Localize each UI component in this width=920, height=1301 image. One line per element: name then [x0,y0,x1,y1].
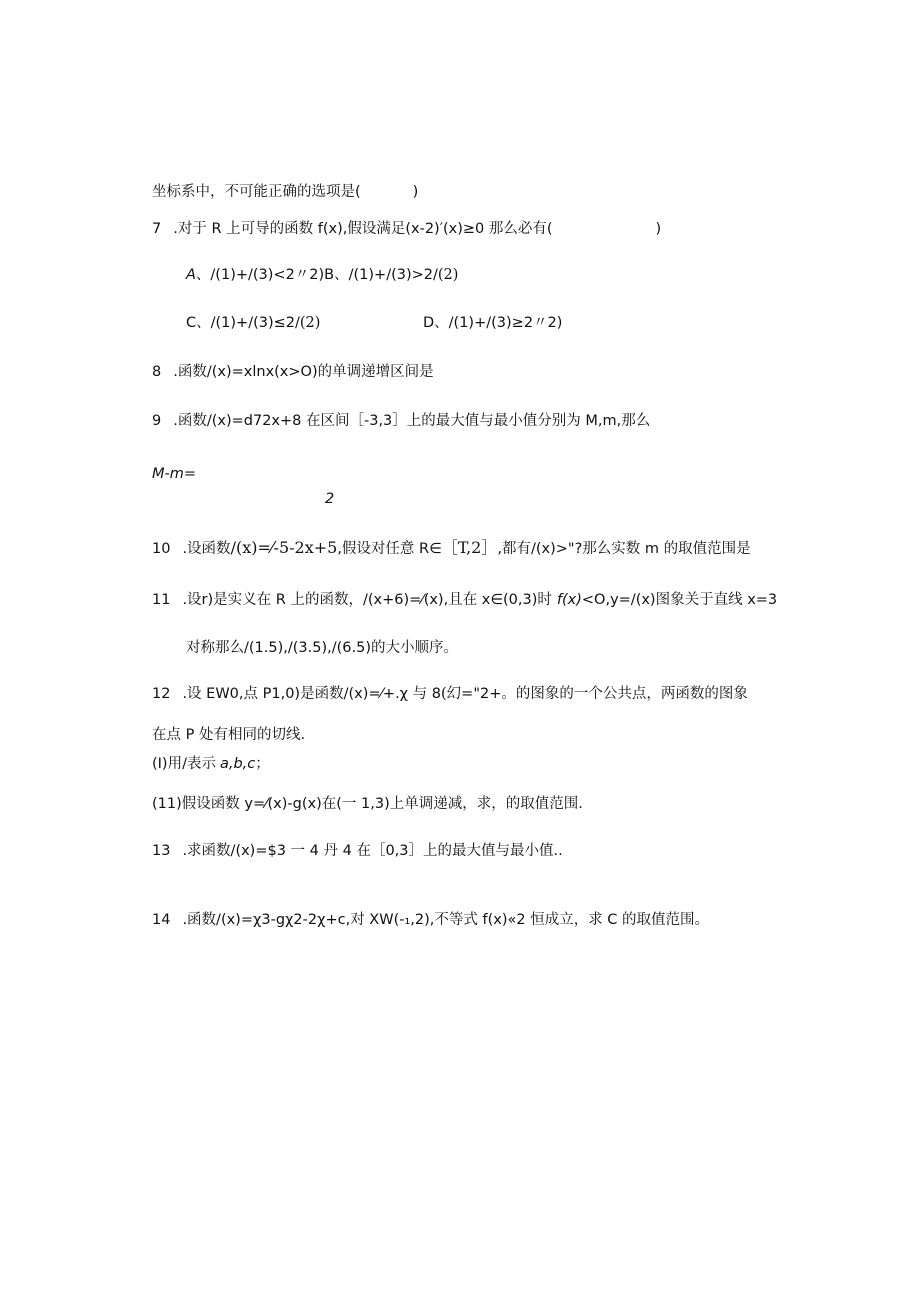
part-text: (I)用/表示 [152,756,216,772]
option-text: C、/(1)+/(3)≤2/ [186,315,300,331]
question-12-part-2 [152,794,583,814]
intro-text: 坐标系中，不可能正确的选项是( [152,184,361,200]
question-10 [152,538,751,559]
question-8 [152,362,434,382]
intro-close-paren: ) [412,184,419,200]
question-9-stray-number [325,489,334,509]
question-7 [152,219,661,239]
question-number: 11 [152,592,171,608]
part-text: (11)假设函数 y=⁄(x)-g(x)在(一 1,3)上单调递减，求，的取值范围. [152,796,583,812]
function-g: (幻= [441,686,474,702]
question-text: .设函数 [182,541,231,557]
question-12-continued [152,725,305,745]
option-text: 、/(1)+/(3)<2〃2)B、/(1)+/(3)>2/ [195,267,438,283]
intro-line [152,182,418,202]
question-text-2: <O,y=/(x)图象关于直线 x=3 [581,592,778,608]
question-11 [152,590,777,610]
question-text: .设r)是实义在 R 上的函数，/(x+6)=⁄(x),且在 x∈(0,3)时 [182,592,552,608]
option-label-a: A [186,267,196,283]
question-text: .对于 R 上可导的函数 f(x),假设满足(x-2)′(x)≥0 那么必有( [173,221,553,237]
question-text: .函数/(x)=d72x+8 在区间［-3,3］上的最大值与最小值分别为 M,m,那么 [173,413,651,429]
question-number: 10 [152,541,171,557]
stray-number-text: 2 [325,491,335,507]
question-12-part-1 [152,754,270,774]
question-number: 12 [152,686,171,702]
question-text: .函数/(x)=xlnx(x>O)的单调递增区间是 [173,364,434,380]
question-text: 对称那么/(1.5),/(3.5),/(6.5)的大小顺序。 [186,640,458,656]
question-text: .求函数/(x)=$3 一 4 丹 4 在［0,3］上的最大值与最小值.. [182,843,563,859]
question-text: 在点 P 处有相同的切线. [152,727,306,743]
question-number: 8 [152,364,162,380]
question-number: 14 [152,912,171,928]
question-text-2: "2+。的图象的一个公共点，两函数的图象 [473,686,748,702]
function-fx: f(x) [556,592,582,608]
question-9 [152,411,650,431]
question-number: 7 [152,221,162,237]
part-abc: a,b,c [219,756,256,772]
question-text-2: ,假设对任意 R∈ [337,541,442,557]
question-7-option-d [423,313,562,333]
question-text-3: ,都有/(x)>"?那么实数 m 的取值范围是 [497,541,751,557]
part-tail: ； [255,756,270,772]
function-expression: /(x)=⁄-5-2x+5 [230,538,338,557]
question-11-continued [186,638,458,658]
question-text: .函数/(x)=χ3-gχ2-2χ+c,对 XW(-₁,2),不等式 f(x)«2 恒成立，求 C 的取值范围。 [182,912,710,928]
question-text: .设 EW0,点 P1,0)是函数/(x)=⁄+.χ 与 8 [182,686,442,702]
question-12 [152,684,748,704]
interval-expression: ［T,2］ [441,538,498,557]
question-7-option-c [186,313,320,333]
option-tail: (2) [437,267,459,283]
question-close-paren: ) [655,221,662,237]
question-9-answer-label [152,464,196,484]
question-13 [152,841,563,861]
option-text: D、/(1)+/(3)≥2〃2) [423,315,563,331]
question-number: 13 [152,843,171,859]
option-tail: (2) [299,315,321,331]
question-number: 9 [152,413,162,429]
answer-label-text: M-m= [152,466,197,482]
question-7-option-ab [186,265,458,285]
question-14 [152,910,709,930]
